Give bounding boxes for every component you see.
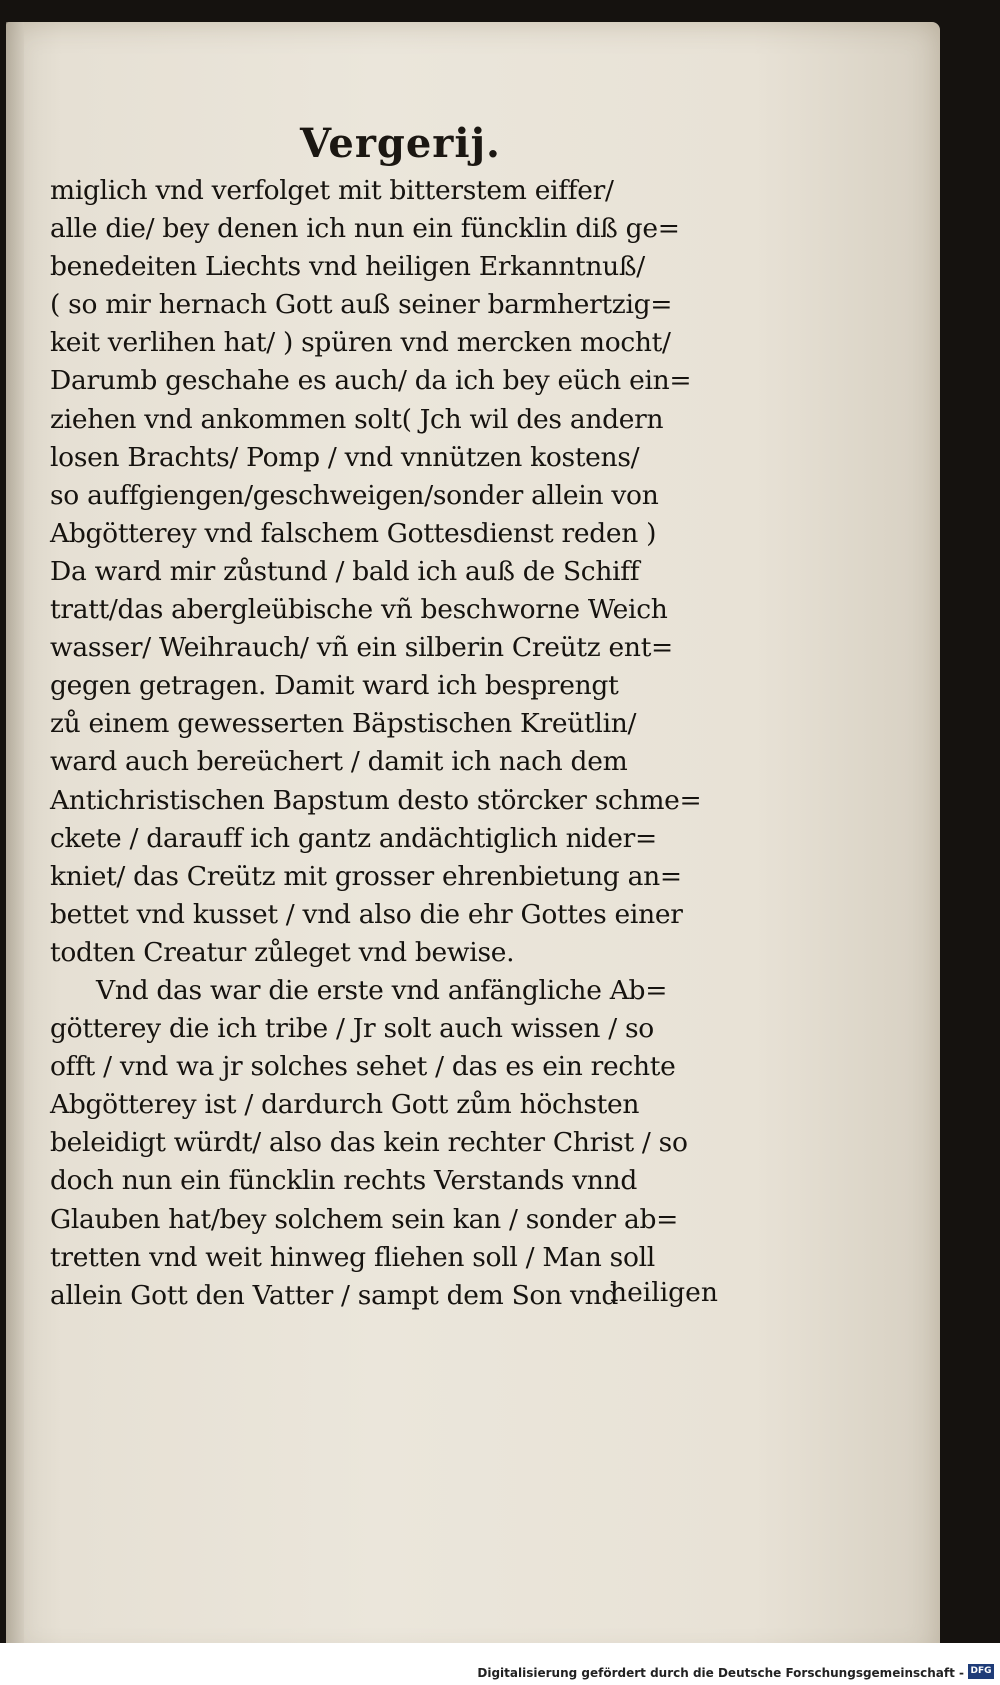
text-line: Glauben hat/bey solchem sein kan / sonder ab= xyxy=(50,1203,679,1235)
text-line: Antichristischen Bapstum desto störcker schme= xyxy=(50,784,702,816)
text-line: ckete / darauff ich gantz andächtiglich nider= xyxy=(50,822,657,854)
text-line: götterey die ich tribe / Jr solt auch wissen / so xyxy=(50,1013,654,1045)
text-line: ziehen vnd ankommen solt( Jch wil des andern xyxy=(50,403,664,435)
text-line: todten Creatur zůleget vnd bewise. xyxy=(50,936,515,968)
running-head: Vergerij. xyxy=(300,120,501,167)
text-line: offt / vnd wa jr solches sehet / das es ein rechte xyxy=(50,1051,676,1083)
text-line: wasser/ Weihrauch/ vñ ein silberin Creütz ent= xyxy=(50,632,673,664)
text-line: Darumb geschahe es auch/ da ich bey eüch ein= xyxy=(50,365,692,397)
text-line: Abgötterey vnd falschem Gottesdienst reden ) xyxy=(50,517,657,549)
text-line: ( so mir hernach Gott auß seiner barmhertzig= xyxy=(50,289,673,321)
digitization-credit: Digitalisierung gefördert durch die Deutsche Forschungsgemeinschaft - xyxy=(477,1666,964,1680)
text-line: tretten vnd weit hinweg fliehen soll / Man soll xyxy=(50,1241,655,1273)
text-line: Abgötterey ist / dardurch Gott zům höchsten xyxy=(50,1089,640,1121)
text-line: beleidigt würdt/ also das kein rechter Christ / so xyxy=(50,1127,688,1159)
text-line: ward auch bereüchert / damit ich nach dem xyxy=(50,746,628,778)
paragraph-start-line: Vnd das war die erste vnd anfängliche Ab= xyxy=(96,974,668,1006)
text-line: gegen getragen. Damit ward ich besprengt xyxy=(50,670,619,702)
text-line: keit verlihen hat/ ) spüren vnd mercken mocht/ xyxy=(50,327,671,359)
text-line: benedeiten Liechts vnd heiligen Erkanntnuß/ xyxy=(50,251,645,283)
text-line: kniet/ das Creütz mit grosser ehrenbietung an= xyxy=(50,860,682,892)
text-line: alle die/ bey denen ich nun ein füncklin diß ge= xyxy=(50,213,680,245)
dfg-logo-icon: DFG xyxy=(968,1664,994,1679)
page-gutter-shadow xyxy=(6,22,24,1660)
catchword: heiligen xyxy=(610,1277,718,1308)
text-line: bettet vnd kusset / vnd also die ehr Gottes einer xyxy=(50,898,683,930)
text-line: allein Gott den Vatter / sampt dem Son vnd xyxy=(50,1279,619,1311)
text-line: doch nun ein füncklin rechts Verstands vnnd xyxy=(50,1165,638,1197)
text-line: miglich vnd verfolget mit bitterstem eiffer/ xyxy=(50,175,614,206)
text-line: losen Brachts/ Pomp / vnd vnnützen kostens/ xyxy=(50,441,640,473)
text-line: zů einem gewesserten Bäpstischen Kreütlin/ xyxy=(50,708,637,740)
text-line: so auffgiengen/geschweigen/sonder allein von xyxy=(50,479,659,511)
text-line: Da ward mir zůstund / bald ich auß de Schiff xyxy=(50,555,640,587)
body-text xyxy=(50,172,740,1315)
text-line: tratt/das abergleübische vñ beschworne Weich xyxy=(50,594,668,626)
